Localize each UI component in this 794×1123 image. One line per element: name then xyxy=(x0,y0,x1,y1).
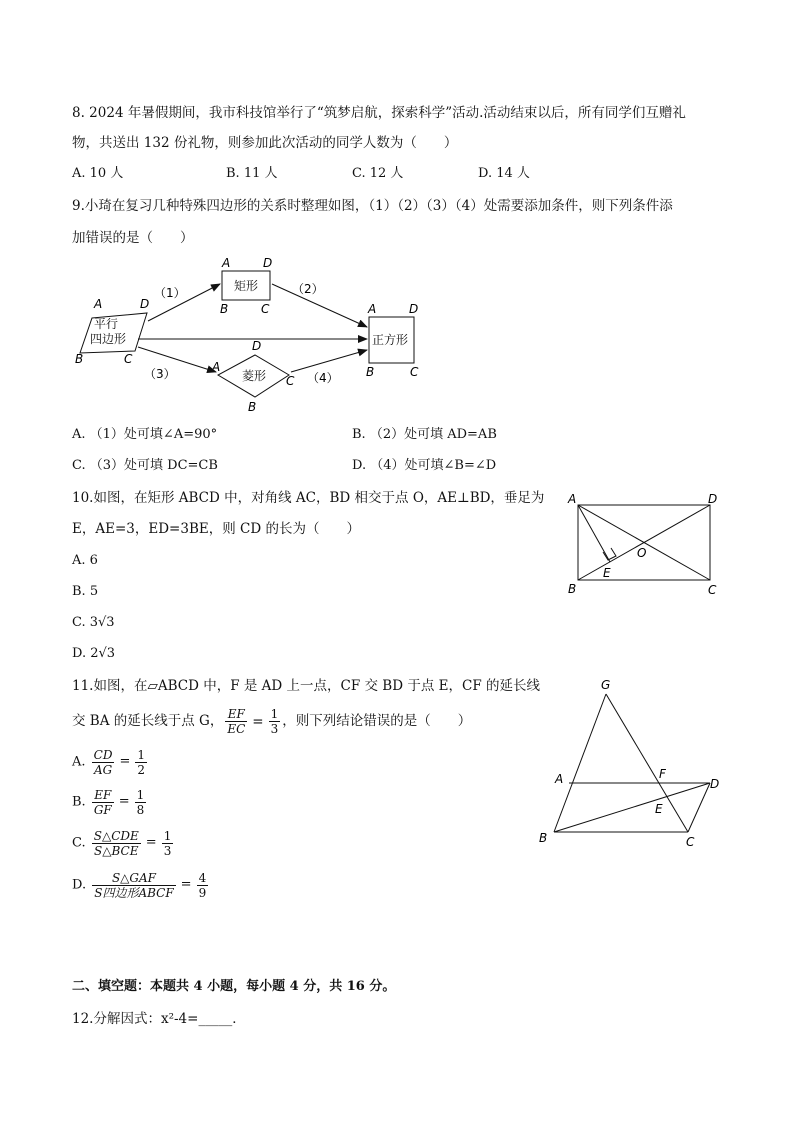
svg-text:A: A xyxy=(368,302,377,316)
rhombus-label: 菱形 xyxy=(242,369,267,383)
svg-text:D: D xyxy=(409,302,419,316)
svg-text:C: C xyxy=(261,302,270,316)
q8-option-a: A. 10 人 xyxy=(72,166,124,181)
step-4-label: （4） xyxy=(307,371,339,385)
step-1-label: （1） xyxy=(154,286,186,300)
section-2-heading: 二、填空题：本题共 4 小题，每小题 4 分，共 16 分。 xyxy=(72,979,396,994)
parallelogram-label-1: 平行 xyxy=(94,317,119,331)
svg-text:C: C xyxy=(708,583,717,597)
svg-text:D: D xyxy=(252,339,262,353)
square-label: 正方形 xyxy=(372,333,409,347)
q10-option-d: D. 2√3 xyxy=(72,646,116,661)
q9-option-b: B. （2）处可填 AD=AB xyxy=(352,427,497,442)
q8-option-c: C. 12 人 xyxy=(352,166,404,181)
segment-bd xyxy=(554,783,710,832)
svg-text:D: D xyxy=(710,777,720,791)
q9-quadrilateral-diagram xyxy=(72,255,432,415)
svg-text:B: B xyxy=(248,400,257,414)
q10-option-c: C. 3√3 xyxy=(72,615,115,630)
q8-stem-line1: 8. 2024 年暑假期间，我市科技馆举行了“筑梦启航，探索科学”活动.活动结束以后，所有同学们互赠礼 xyxy=(72,105,686,121)
svg-text:B: B xyxy=(220,302,229,316)
svg-text:D: D xyxy=(140,297,150,311)
step-2-label: （2） xyxy=(292,282,324,296)
svg-text:C: C xyxy=(286,374,295,388)
q10-stem-line2: E，AE=3，ED=3BE，则 CD 的长为（ ） xyxy=(72,521,360,537)
svg-text:B: B xyxy=(366,365,375,379)
q10-option-a: A. 6 xyxy=(72,553,98,568)
svg-text:C: C xyxy=(686,835,695,849)
q12-stem: 12.分解因式：x²-4=_____． xyxy=(72,1011,246,1027)
step-3-label: （3） xyxy=(144,367,176,381)
q9-option-c: C. （3）处可填 DC=CB xyxy=(72,458,218,473)
arrow-4 xyxy=(291,350,367,372)
svg-text:O: O xyxy=(637,546,647,560)
q11-option-a: A. $\frac{CD}{AG}$ = $\frac{1}{2}$ xyxy=(72,747,146,777)
q8-option-d: D. 14 人 xyxy=(478,166,530,181)
svg-text:D: D xyxy=(708,492,718,506)
q8-option-b: B. 11 人 xyxy=(226,166,278,181)
svg-text:E: E xyxy=(603,566,611,580)
svg-text:D: D xyxy=(263,256,273,270)
segment-bg xyxy=(554,694,606,832)
q10-stem-line1: 10.如图，在矩形 ABCD 中，对角线 AC，BD 相交于点 O，AE⊥BD，垂足为 xyxy=(72,490,545,506)
q9-option-a: A. （1）处可填∠A=90° xyxy=(72,427,218,442)
q9-stem-line1: 9.小琦在复习几种特殊四边形的关系时整理如图，（1）（2）（3）（4）处需要添加条件，则下列条件添 xyxy=(72,198,673,214)
q11-parallelogram-figure xyxy=(535,675,735,850)
svg-text:A: A xyxy=(94,297,103,311)
q8-stem-line2: 物，共送出 132 份礼物，则参加此次活动的同学人数为（ ） xyxy=(72,135,458,151)
q11-stem-line1: 11.如图，在▱ABCD 中，F 是 AD 上一点，CF 交 BD 于点 E，CF 的延长线 xyxy=(72,678,540,694)
segment-dc xyxy=(688,783,710,832)
q11-option-b: B. $\frac{EF}{GF}$ = $\frac{1}{8}$ xyxy=(72,787,145,817)
q10-option-b: B. 5 xyxy=(72,584,99,599)
q11-stem-line2: 交 BA 的延长线于点 G， $\frac{EF}{EC}$ = $\frac{1}{3}$ ，则下列结论错误的是（ ） xyxy=(72,707,472,736)
svg-text:F: F xyxy=(659,767,666,781)
q10-rectangle-figure xyxy=(565,490,735,600)
svg-text:G: G xyxy=(601,678,611,692)
svg-text:B: B xyxy=(75,352,84,366)
rectangle-label: 矩形 xyxy=(234,279,259,293)
svg-text:A: A xyxy=(568,492,577,506)
svg-text:C: C xyxy=(410,365,419,379)
svg-text:B: B xyxy=(539,831,548,845)
svg-text:C: C xyxy=(124,352,133,366)
svg-text:B: B xyxy=(568,582,577,596)
svg-text:A: A xyxy=(222,256,231,270)
parallelogram-label-2: 四边形 xyxy=(90,332,127,346)
svg-text:A: A xyxy=(212,360,221,374)
q11-option-d: D. $\frac{\text{S△GAF}}{\text{S四边形ABCF}}$ = $\frac{4}{9}$ xyxy=(72,870,207,900)
q11-option-c: C. $\frac{\text{S△CDE}}{\text{S△BCE}}$ = $\frac{1}{3}$ xyxy=(72,828,172,858)
q9-option-d: D. （4）处可填∠B=∠D xyxy=(352,458,497,473)
svg-text:E: E xyxy=(655,802,663,816)
q9-stem-line2: 加错误的是（ ） xyxy=(72,230,194,246)
svg-text:A: A xyxy=(555,772,564,786)
